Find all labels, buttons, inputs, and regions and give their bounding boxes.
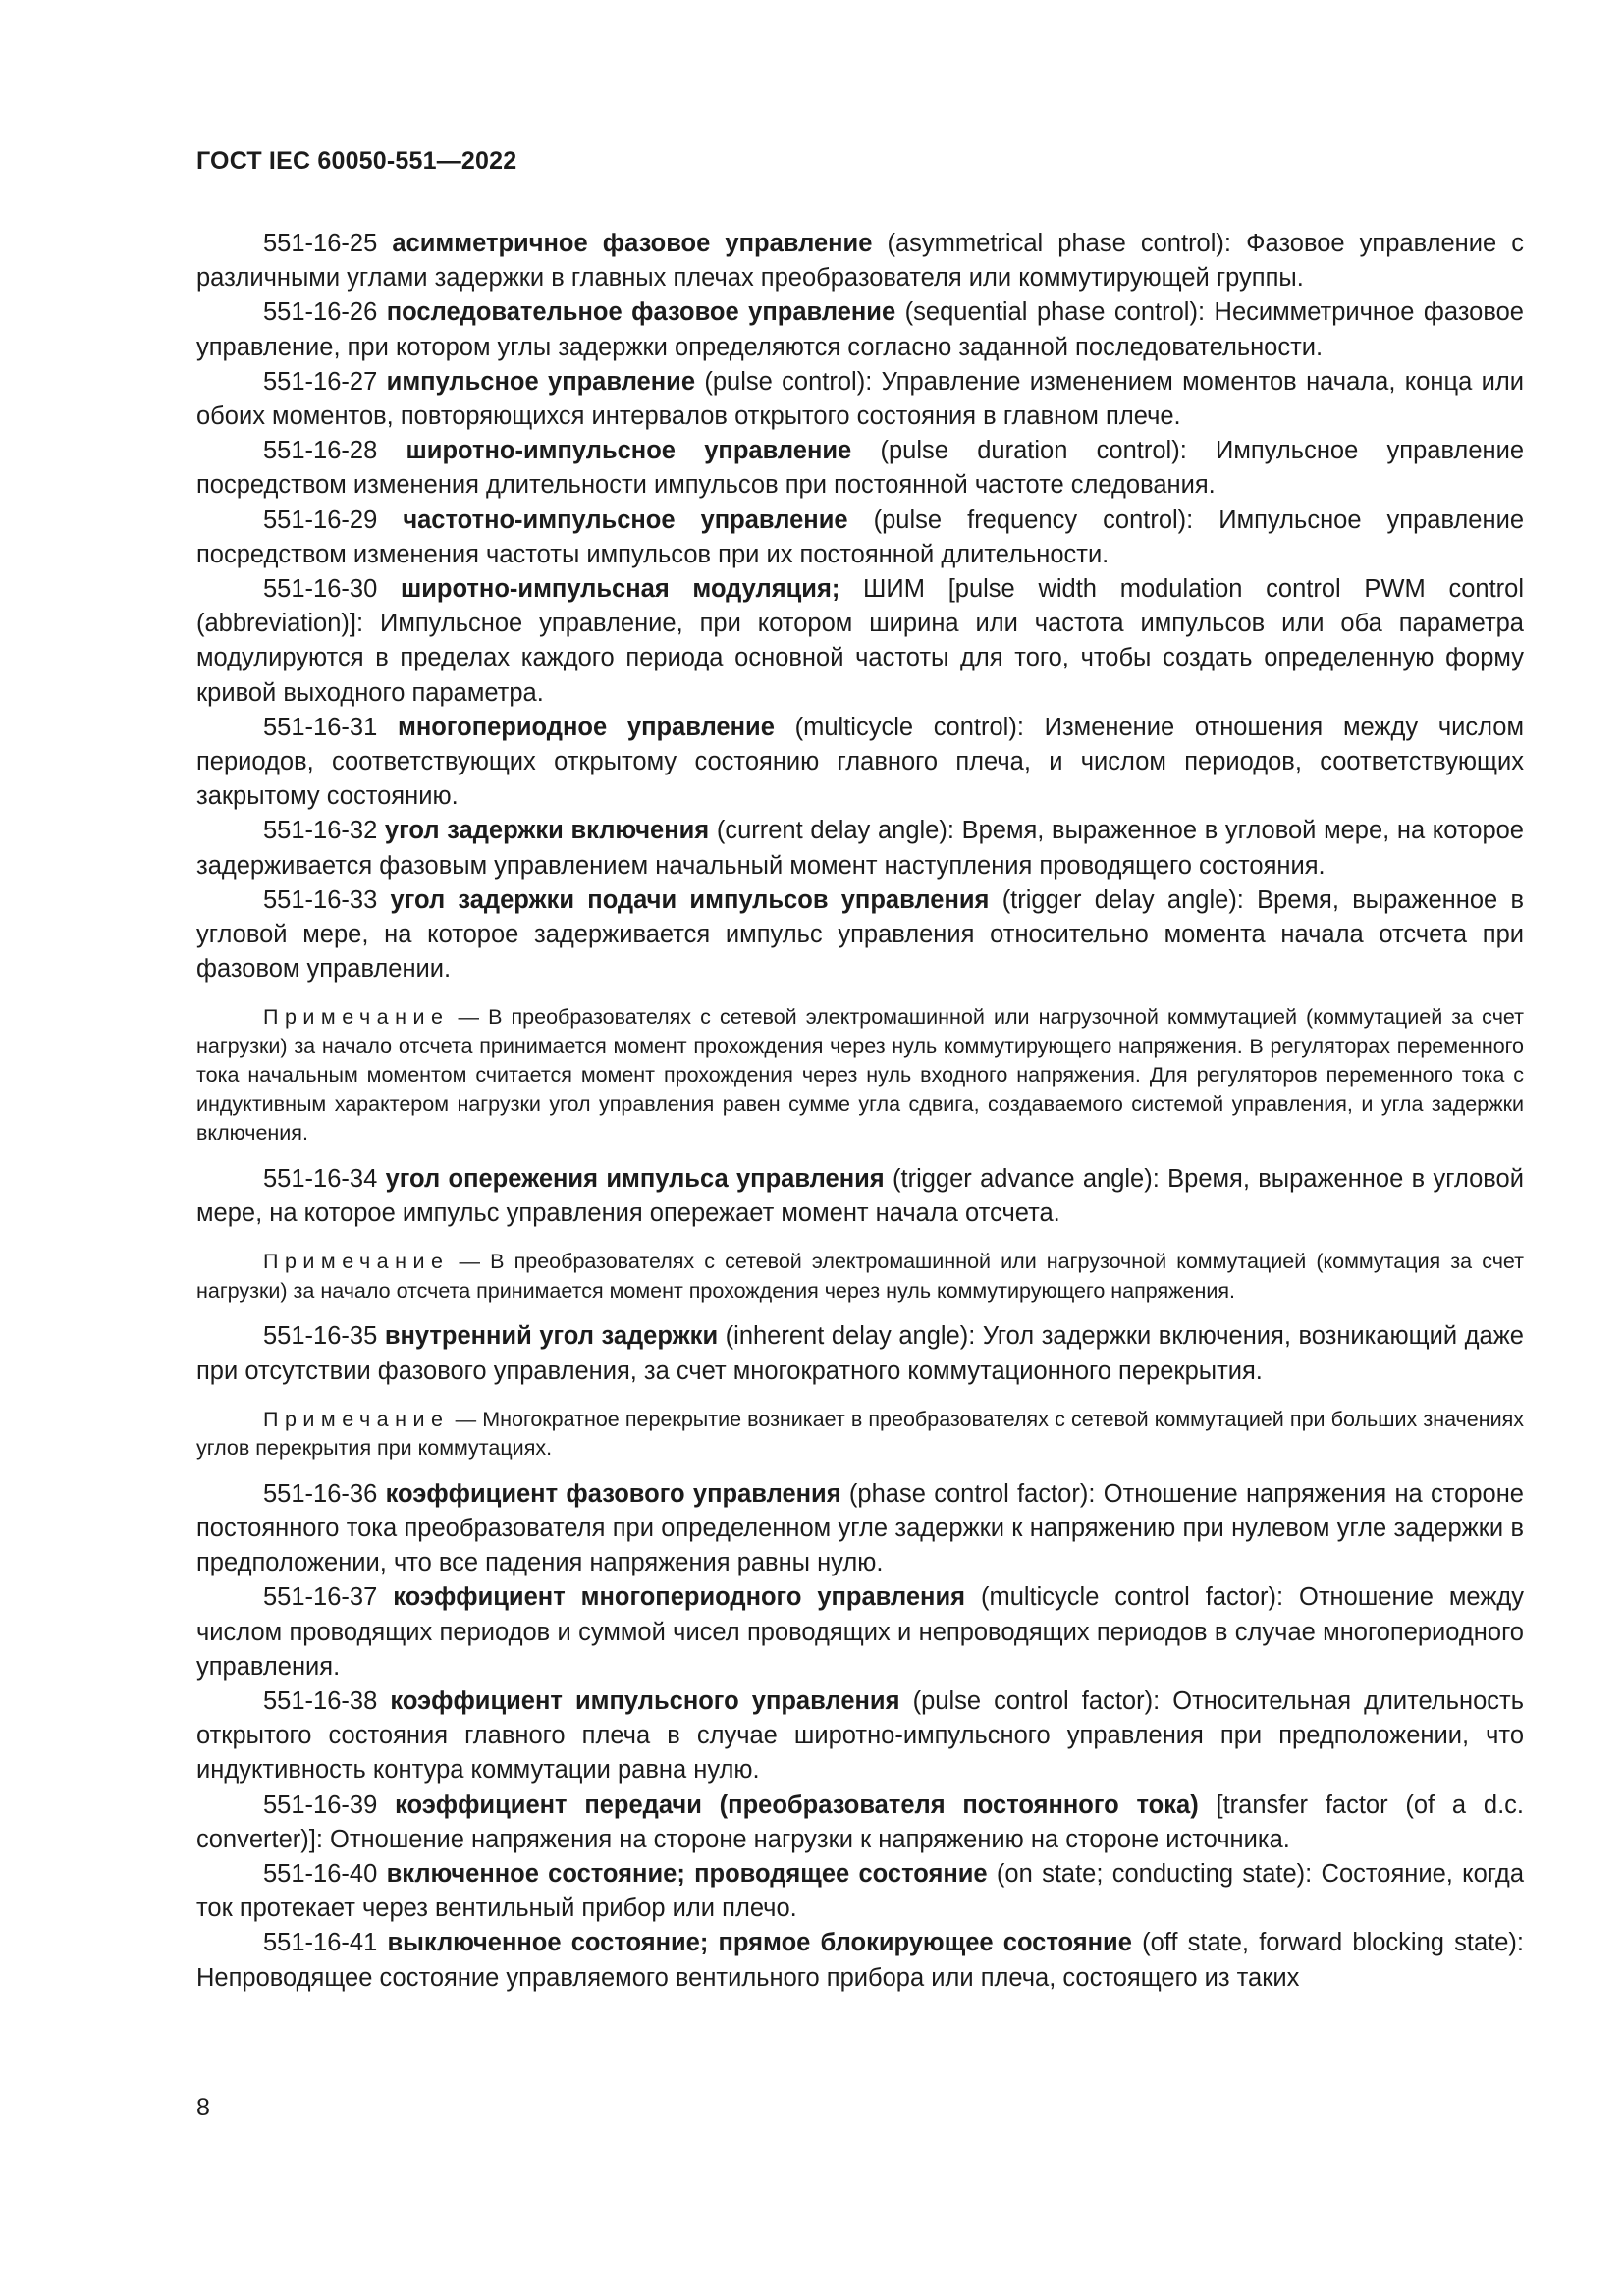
term-code: 551-16-31 [263, 713, 378, 741]
term-entry [196, 365, 1524, 434]
term-definition: (trigger advance angle): Время, выраженное в угловой мере, на которое импульс управления опережает момент начала отсчета. [196, 1164, 1524, 1228]
term-code: 551-16-26 [263, 298, 378, 327]
note [196, 1406, 1524, 1464]
term-name: выключенное состояние; прямое блокирующее состояние [387, 1929, 1132, 1957]
term-definition: (asymmetrical phase control): Фазовое управление с различными углами задержки в главных плечах преобразователя или коммутирующей группы. [196, 230, 1524, 293]
term-definition: [transfer factor (of a d.c. converter)]: Отношение напряжения на стороне нагрузки к напряжению на стороне источника. [196, 1790, 1524, 1853]
term-code: 551-16-40 [263, 1860, 378, 1889]
note-label: Примечание [263, 1005, 450, 1030]
term-definition: (sequential phase control): Несимметричное фазовое управление, при котором углы задержки определяются согласно заданной последовательности. [196, 298, 1524, 361]
term-code: 551-16-35 [263, 1322, 378, 1351]
term-entry [196, 504, 1524, 572]
note-text: — Многократное перекрытие возникает в преобразователях с сетевой коммутацией при больших значениях углов перекрытия при коммутациях. [196, 1407, 1524, 1461]
term-entry [196, 883, 1524, 988]
term-name: импульсное управление [386, 367, 695, 396]
term-definition: (multicycle control factor): Отношение между числом проводящих периодов и суммой чисел проводящих и непроводящих периодов в случае многопериодного управления. [196, 1583, 1525, 1681]
note-label: Примечание [263, 1250, 450, 1274]
term-definition: (phase control factor): Отношение напряжения на стороне постоянного тока преобразователя при определенном угле задержки к напряжению при нулевом угле задержки в предположении, что все падения напряжения равны нулю. [196, 1479, 1524, 1577]
term-entry [196, 1477, 1524, 1581]
term-name: широтно-импульсное управление [406, 437, 852, 465]
term-code: 551-16-34 [263, 1164, 378, 1193]
term-entry [196, 1789, 1524, 1857]
term-code: 551-16-36 [263, 1479, 378, 1508]
term-name: включенное состояние; проводящее состояние [386, 1860, 988, 1889]
note-text: — В преобразователях с сетевой электромашинной или нагрузочной коммутацией (коммутацией за счет нагрузки) за начало отсчета принимается момент прохождения через нуль коммутирующего напряжения. В регуляторах переменного тока начальным моментом считается момент прохождения через нуль входного напряжения. Для регуляторов переменного тока с индуктивным характером нагрузки угол управления равен сумме угла сдвига, создаваемого системой управления, и угла задержки включения. [196, 1005, 1524, 1146]
term-entry [196, 1926, 1524, 1995]
note [196, 1003, 1524, 1148]
term-definition: (trigger delay angle): Время, выраженное в угловой мере, на которое задерживается импульс управления относительно момента начала отсчета при фазовом управлении. [196, 885, 1525, 984]
term-name: угол задержки включения [384, 817, 710, 845]
term-code: 551-16-33 [263, 885, 378, 914]
term-code: 551-16-38 [263, 1687, 378, 1715]
note [196, 1248, 1524, 1306]
term-name: внутренний угол задержки [384, 1322, 719, 1351]
term-entry [196, 1684, 1524, 1789]
note-label: Примечание [263, 1407, 450, 1431]
term-name: коэффициент передачи (преобразователя постоянного тока) [395, 1790, 1199, 1819]
term-name: асимметричное фазовое управление [392, 230, 873, 257]
term-name: коэффициент фазового управления [385, 1479, 841, 1508]
document-header: ГОСТ IEC 60050-551—2022 [196, 147, 517, 175]
term-entry [196, 711, 1524, 815]
term-definition: (on state; conducting state): Состояние, когда ток протекает через вентильный прибор или плечо. [196, 1860, 1524, 1923]
term-entry [196, 434, 1524, 503]
term-code: 551-16-29 [263, 506, 378, 534]
term-name: коэффициент многопериодного управления [393, 1583, 966, 1612]
term-entry [196, 295, 1524, 364]
term-definition: (inherent delay angle): Угол задержки включения, возникающий даже при отсутствии фазового управления, за счет многократного коммутационного перекрытия. [196, 1322, 1524, 1385]
term-code: 551-16-39 [263, 1790, 378, 1819]
term-definition: ШИМ [pulse width modulation control PWM control (abbreviation)]: Импульсное управление, при котором ширина или частота импульсов или оба параметра модулируются в пределах каждого периода основной частоты для того, чтобы создать определенную форму кривой выходного параметра. [196, 575, 1524, 707]
term-name: широтно-импульсная модуляция; [400, 575, 840, 604]
term-code: 551-16-41 [263, 1929, 378, 1957]
term-code: 551-16-27 [263, 367, 378, 396]
term-name: последовательное фазовое управление [386, 298, 896, 327]
term-name: частотно-импульсное управление [403, 506, 848, 534]
term-definition: (pulse control): Управление изменением моментов начала, конца или обоих моментов, повторяющихся интервалов открытого состояния в главном плече. [196, 367, 1524, 431]
term-name: коэффициент импульсного управления [390, 1687, 900, 1715]
term-entry [196, 1857, 1524, 1926]
term-definition: (pulse frequency control): Импульсное управление посредством изменения частоты импульсов при их постоянной длительности. [196, 506, 1525, 568]
term-name: угол задержки подачи импульсов управления [390, 885, 990, 914]
term-code: 551-16-37 [263, 1583, 378, 1612]
term-code: 551-16-25 [263, 230, 378, 257]
term-definition: (off state, forward blocking state): Непроводящее состояние управляемого вентильного прибора или плеча, состоящего из таких [196, 1929, 1525, 1992]
term-code: 551-16-32 [263, 817, 378, 845]
term-name: угол опережения импульса управления [385, 1164, 885, 1193]
term-entry [196, 227, 1524, 295]
term-code: 551-16-28 [263, 437, 378, 465]
term-definition: (current delay angle): Время, выраженное в угловой мере, на которое задерживается фазовым управлением начальный момент наступления проводящего состояния. [196, 817, 1524, 880]
term-name: многопериодное управление [398, 713, 775, 741]
term-definition: (pulse control factor): Относительная длительность открытого состояния главного плеча в случае широтно-импульсного управления при предположении, что индуктивность контура коммутации равна нулю. [196, 1687, 1524, 1785]
term-entry [196, 1162, 1524, 1231]
note-text: — В преобразователях с сетевой электромашинной или нагрузочной коммутацией (коммутация за счет нагрузки) за начало отсчета принимается момент прохождения через нуль коммутирующего напряжения. [196, 1250, 1524, 1303]
term-entry [196, 572, 1524, 711]
term-entry [196, 1580, 1524, 1684]
term-definition: (multicycle control): Изменение отношения между числом периодов, соответствующих открытому состоянию главного плеча, и числом периодов, соответствующих закрытому состоянию. [196, 713, 1524, 811]
term-definition: (pulse duration control): Импульсное управление посредством изменения длительности импульсов при постоянной частоте следования. [196, 437, 1525, 500]
term-entry [196, 1319, 1524, 1388]
term-code: 551-16-30 [263, 575, 378, 604]
page-number: 8 [196, 2094, 210, 2121]
term-entry [196, 814, 1524, 882]
document-body [196, 227, 1524, 1996]
